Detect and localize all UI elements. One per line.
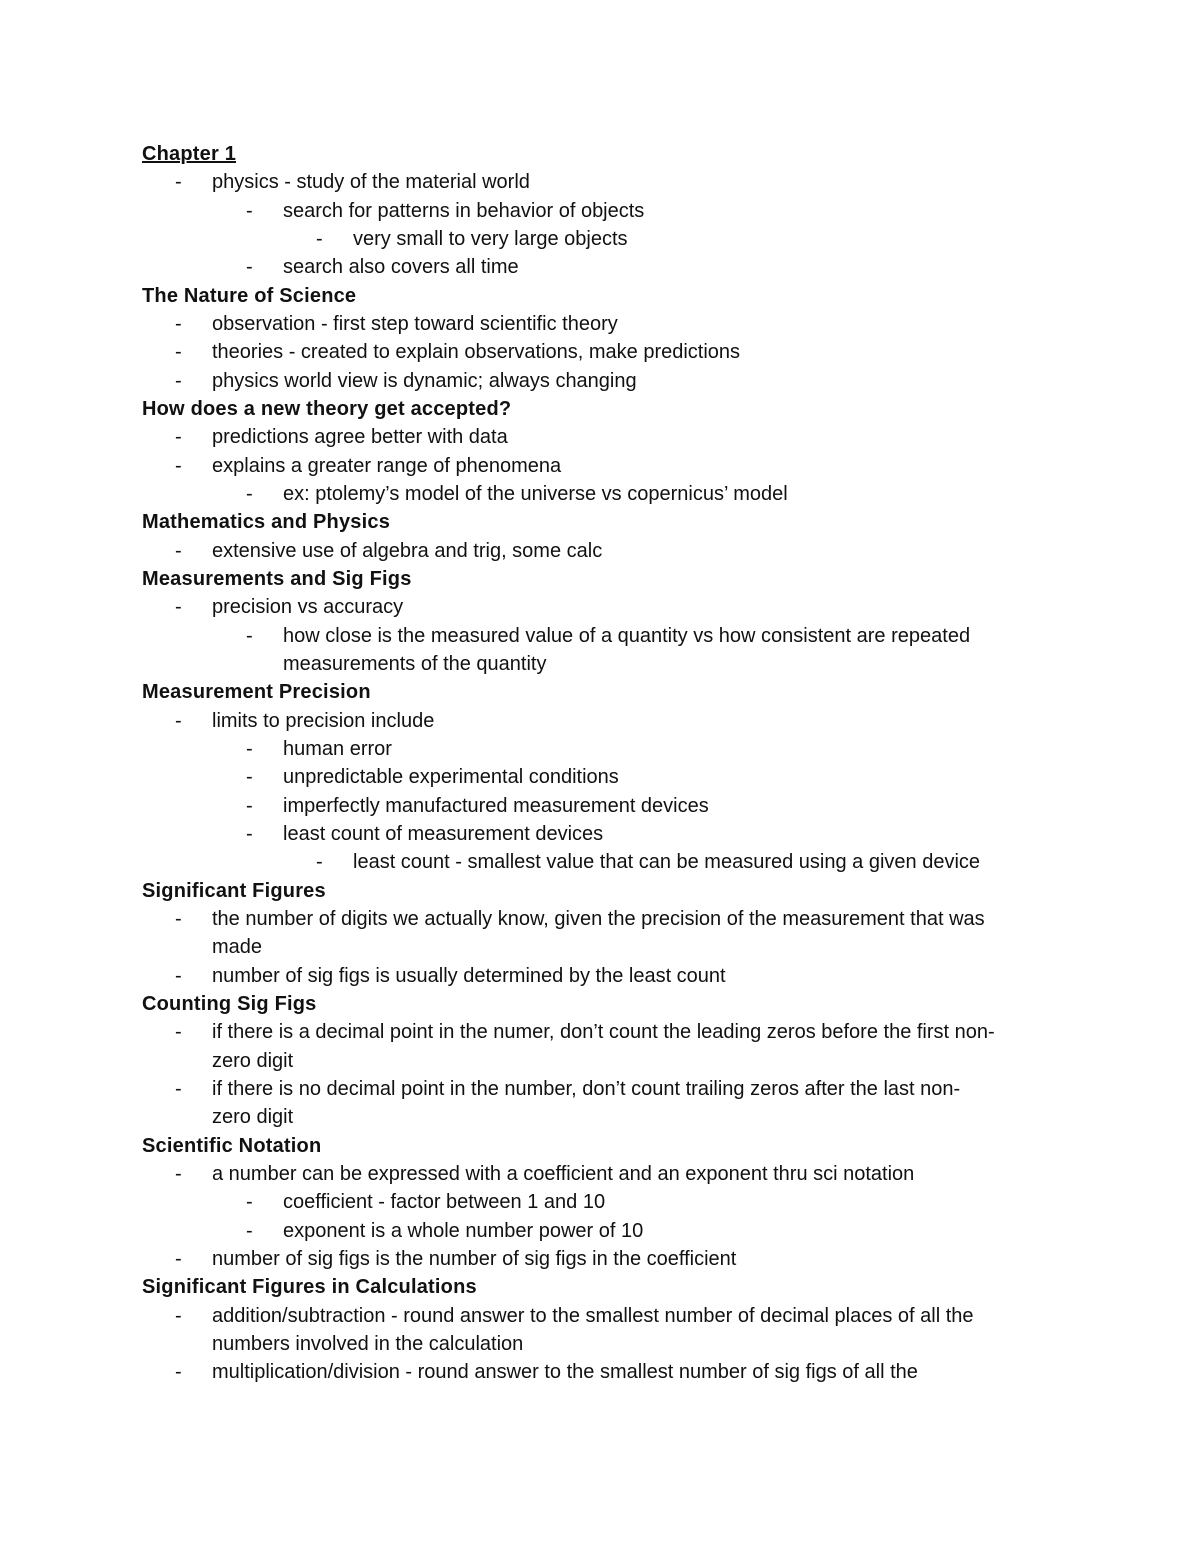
section-heading: Scientific Notation [142,1135,322,1157]
list-item: least count - smallest value that can be measured using a given device [353,851,981,873]
list-item: addition/subtraction - round answer to the smallest number of decimal places of all the [212,1305,974,1327]
bullet-dash: - [175,313,182,335]
list-item: if there is a decimal point in the numer, don’t count the leading zeros before the first non- [212,1021,995,1043]
section-heading: Significant Figures [142,880,326,902]
section-heading: Mathematics and Physics [142,511,391,533]
list-item: number of sig figs is the number of sig figs in the coefficient [212,1248,737,1270]
section-heading: Significant Figures in Calculations [142,1276,477,1298]
list-item: observation - first step toward scientific theory [212,313,618,335]
bullet-dash: - [175,1021,182,1043]
list-item-continuation: made [212,936,263,958]
bullet-dash: - [246,1191,253,1213]
list-item: limits to precision include [212,710,435,732]
bullet-dash: - [175,1361,182,1383]
bullet-dash: - [246,738,253,760]
bullet-dash: - [246,256,253,278]
bullet-dash: - [246,823,253,845]
list-item-continuation: zero digit [212,1106,294,1128]
section-heading: Measurements and Sig Figs [142,568,412,590]
bullet-dash: - [175,540,182,562]
list-item: human error [283,738,392,760]
list-item: imperfectly manufactured measurement devices [283,795,709,817]
list-item: number of sig figs is usually determined by the least count [212,965,726,987]
list-item: multiplication/division - round answer to the smallest number of sig figs of all the [212,1361,918,1383]
list-item: a number can be expressed with a coefficient and an exponent thru sci notation [212,1163,915,1185]
list-item: search for patterns in behavior of objects [283,200,645,222]
list-item: unpredictable experimental conditions [283,766,619,788]
bullet-dash: - [246,625,253,647]
list-item: search also covers all time [283,256,519,278]
bullet-dash: - [246,1220,253,1242]
list-item: theories - created to explain observations, make predictions [212,341,741,363]
bullet-dash: - [316,851,323,873]
list-item: least count of measurement devices [283,823,604,845]
list-item: if there is no decimal point in the number, don’t count trailing zeros after the last non- [212,1078,961,1100]
list-item-continuation: zero digit [212,1050,294,1072]
list-item: physics - study of the material world [212,171,530,193]
bullet-dash: - [175,341,182,363]
section-heading: How does a new theory get accepted? [142,398,512,420]
bullet-dash: - [175,455,182,477]
section-heading: Counting Sig Figs [142,993,317,1015]
bullet-dash: - [246,483,253,505]
bullet-dash: - [175,171,182,193]
bullet-dash: - [175,1163,182,1185]
bullet-dash: - [246,766,253,788]
list-item: the number of digits we actually know, given the precision of the measurement that was [212,908,985,930]
bullet-dash: - [175,370,182,392]
list-item: predictions agree better with data [212,426,508,448]
list-item: very small to very large objects [353,228,628,250]
list-item: physics world view is dynamic; always changing [212,370,637,392]
bullet-dash: - [246,200,253,222]
list-item: how close is the measured value of a quantity vs how consistent are repeated [283,625,971,647]
section-heading: Chapter 1 [142,143,237,165]
list-item: coefficient - factor between 1 and 10 [283,1191,606,1213]
bullet-dash: - [175,1078,182,1100]
bullet-dash: - [175,596,182,618]
bullet-dash: - [175,1305,182,1327]
list-item: precision vs accuracy [212,596,404,618]
bullet-dash: - [246,795,253,817]
list-item: extensive use of algebra and trig, some calc [212,540,603,562]
bullet-dash: - [175,426,182,448]
bullet-dash: - [175,1248,182,1270]
section-heading: Measurement Precision [142,681,371,703]
bullet-dash: - [175,908,182,930]
section-heading: The Nature of Science [142,285,357,307]
bullet-dash: - [316,228,323,250]
list-item: explains a greater range of phenomena [212,455,562,477]
bullet-dash: - [175,965,182,987]
list-item-continuation: measurements of the quantity [283,653,547,675]
bullet-dash: - [175,710,182,732]
list-item: exponent is a whole number power of 10 [283,1220,644,1242]
list-item: ex: ptolemy’s model of the universe vs copernicus’ model [283,483,788,505]
list-item-continuation: numbers involved in the calculation [212,1333,524,1355]
